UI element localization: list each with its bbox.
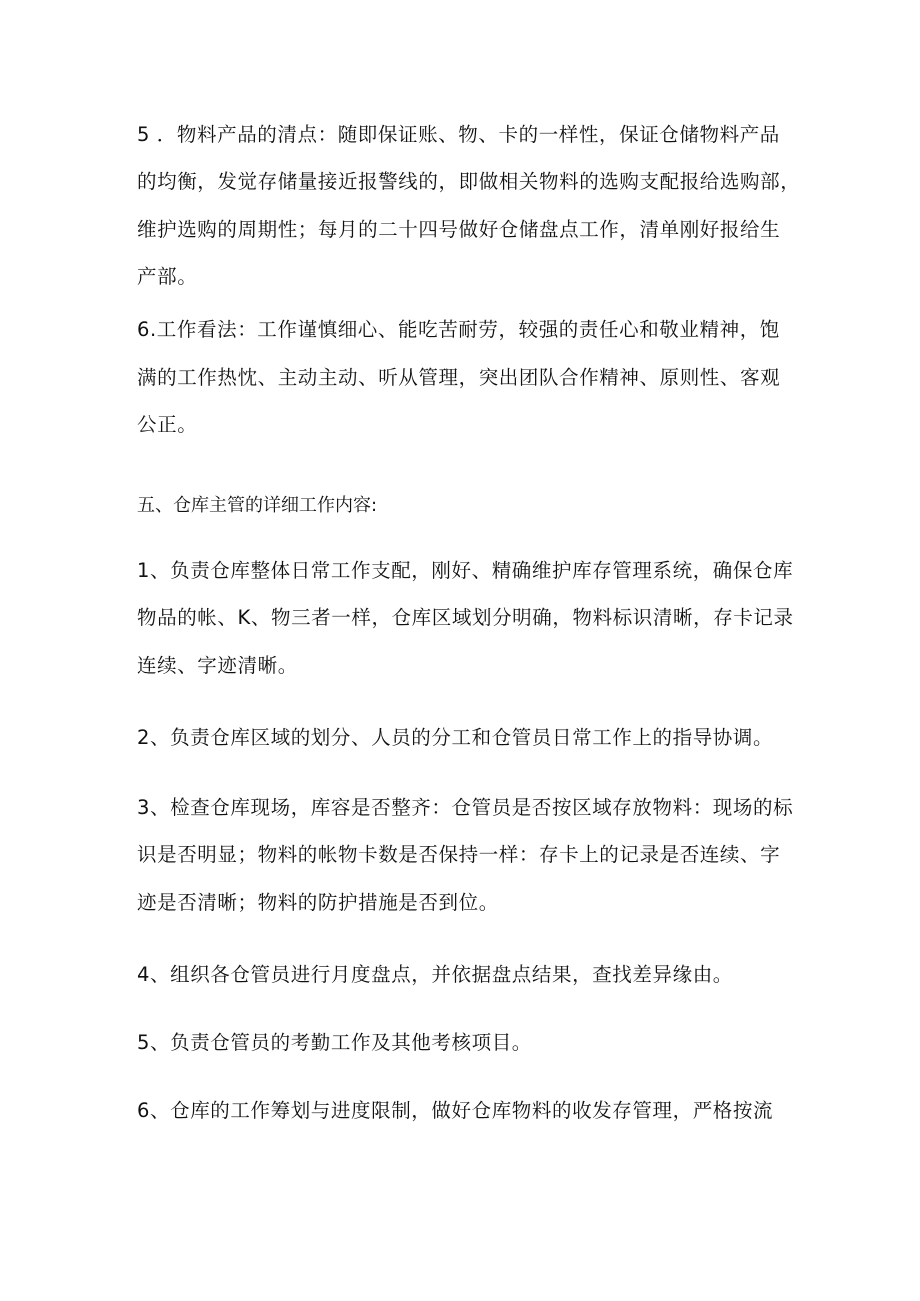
text-line: 5 ．物料产品的清点：随即保证账、物、卡的一样性，保证仓储物料产品 xyxy=(137,123,780,146)
text-line: 4、组织各仓管员进行月度盘点，并依据盘点结果，查找差异缘由。 xyxy=(137,963,733,986)
text-line: 3、检查仓库现场，库容是否整齐：仓管员是否按区域存放物料：现场的标 xyxy=(137,796,794,819)
text-line: 公正。 xyxy=(137,413,198,436)
text-line: 物品的帐、K、物三者一样，仓库区域划分明确，物料标识清晰，存卡记录 xyxy=(137,606,794,629)
section-heading: 五、仓库主管的详细工作内容: xyxy=(137,495,378,516)
text-line: 的均衡，发觉存储量接近报警线的，即做相关物料的选购支配报给选购部， xyxy=(137,170,801,193)
text-line: 5、负责仓管员的考勤工作及其他考核项目。 xyxy=(137,1031,532,1054)
text-line: 1、负责仓库整体日常工作支配，刚好、精确维护库存管理系统，确保仓库 xyxy=(137,559,794,582)
text-line: 维护选购的周期性；每月的二十四号做好仓储盘点工作，清单刚好报给生 xyxy=(137,218,781,241)
text-line: 2、负责仓库区域的划分、人员的分工和仓管员日常工作上的指导协调。 xyxy=(137,726,774,749)
text-line: 6.工作看法：工作谨慎细心、能吃苦耐劳，较强的责任心和敬业精神，饱 xyxy=(137,318,780,341)
text-line: 连续、字迹清晰。 xyxy=(137,654,298,677)
text-line: 识是否明显；物料的帐物卡数是否保持一样：存卡上的记录是否连续、字 xyxy=(137,843,781,866)
text-line: 满的工作热忱、主动主动、听从管理，突出团队合作精神、原则性、客观 xyxy=(137,366,781,389)
text-line: 迹是否清晰；物料的防护措施是否到位。 xyxy=(137,891,499,914)
text-line: 产部。 xyxy=(137,265,198,288)
text-line: 6、仓库的工作筹划与进度限制，做好仓库物料的收发存管理，严格按流 xyxy=(137,1099,774,1122)
